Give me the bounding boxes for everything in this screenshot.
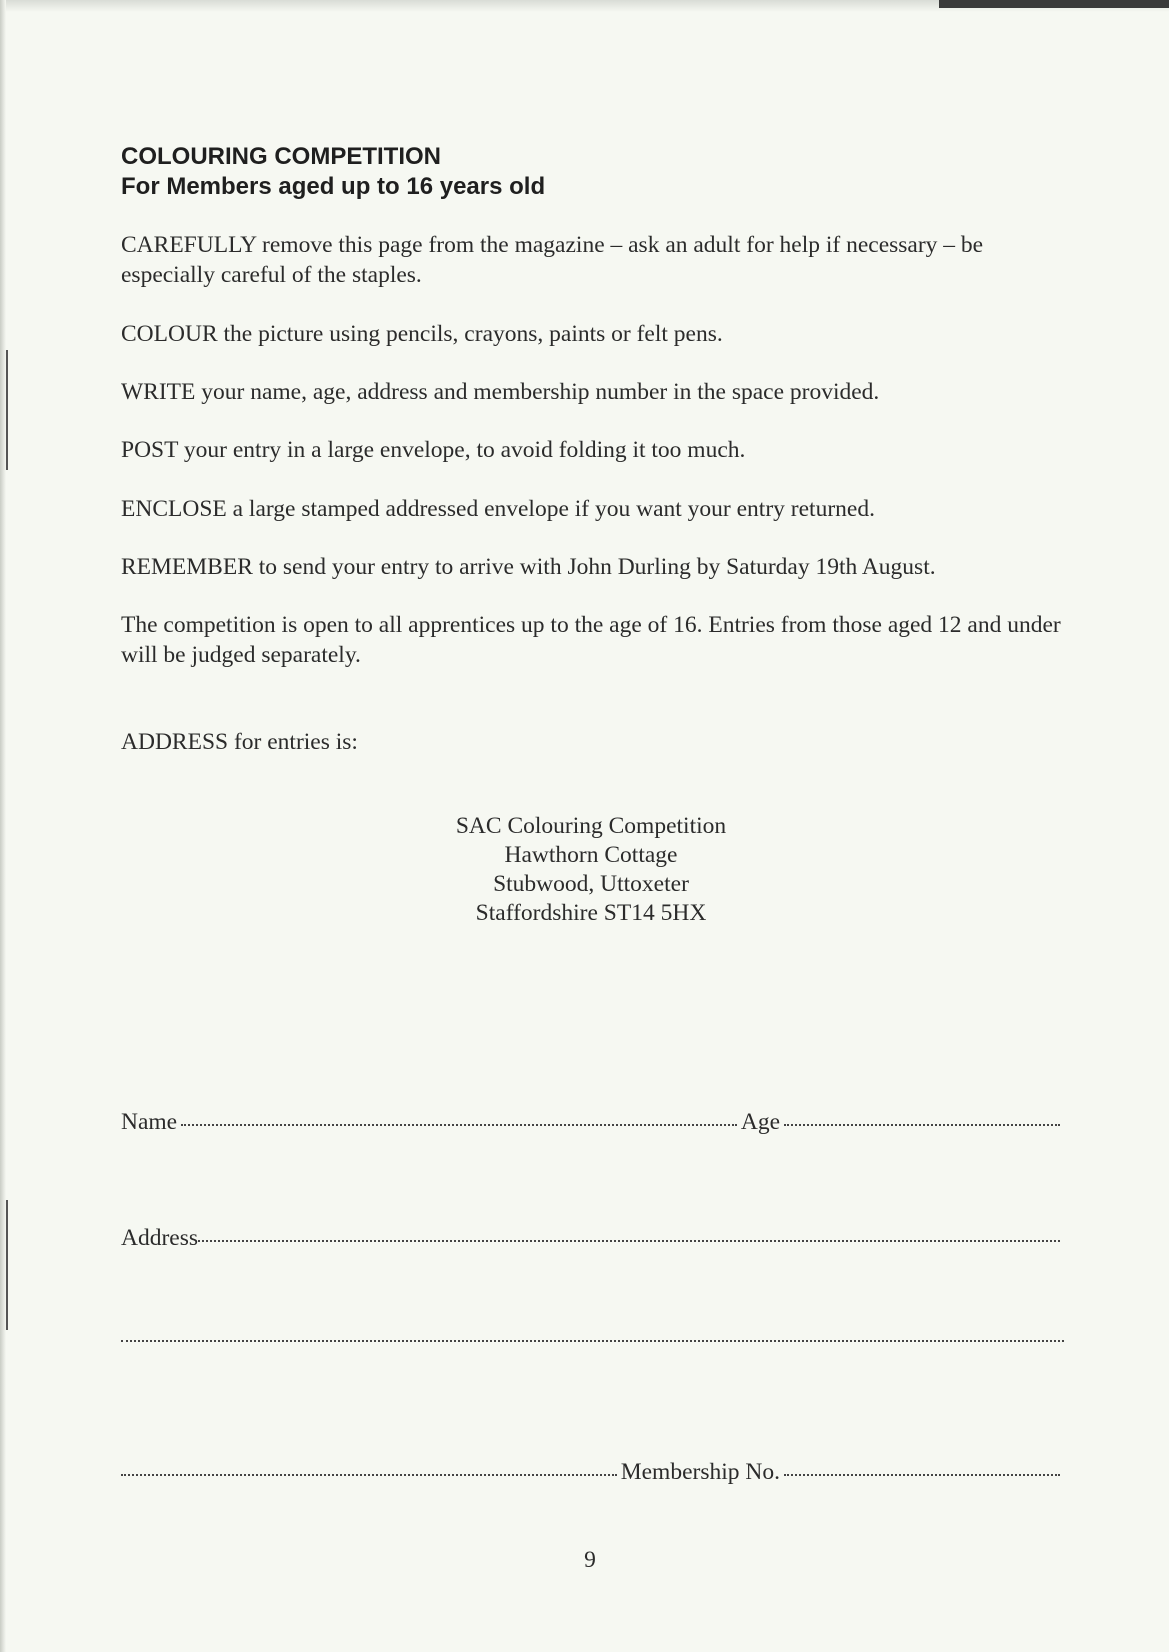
address-label: Address: [121, 1225, 199, 1251]
entry-address: [391, 812, 791, 928]
page-subtitle: For Members aged up to 16 years old: [121, 173, 546, 200]
name-label: Name: [121, 1109, 178, 1135]
address-line: SAC Colouring Competition: [455, 813, 727, 839]
instruction-carefully: CAREFULLY remove this page from the magazine – ask an adult for help if necessary – be especially careful of the staples.: [121, 232, 984, 288]
address-field-line1[interactable]: [198, 1240, 1060, 1242]
staple-mark: [6, 350, 8, 470]
page-title: COLOURING COMPETITION: [121, 143, 441, 170]
competition-eligibility: The competition is open to all apprentices up to the age of 16. Entries from those aged 12 and under will be judged separately.: [121, 612, 1061, 668]
address-row-2: [121, 1343, 1064, 1345]
membership-row: [121, 1459, 1064, 1486]
name-age-row: [121, 1109, 1064, 1136]
page-left-edge: [0, 0, 6, 1652]
page-top-shadow: [939, 0, 1169, 8]
page-number: 9: [584, 1547, 596, 1573]
instruction-remember: REMEMBER to send your entry to arrive with John Durling by Saturday 19th August.: [121, 554, 936, 580]
address-line: Staffordshire ST14 5HX: [475, 900, 707, 926]
address-intro: ADDRESS for entries is:: [121, 729, 358, 755]
instruction-colour: COLOUR the picture using pencils, crayons, paints or felt pens.: [121, 321, 723, 347]
instruction-write: WRITE your name, age, address and membership number in the space provided.: [121, 379, 880, 405]
membership-label: Membership No.: [620, 1459, 780, 1485]
membership-number-field[interactable]: [784, 1474, 1060, 1476]
address-field-line2[interactable]: [121, 1340, 1064, 1342]
instruction-post: POST your entry in a large envelope, to avoid folding it too much.: [121, 437, 746, 463]
age-field[interactable]: [784, 1124, 1060, 1126]
address-line: Stubwood, Uttoxeter: [493, 871, 689, 897]
staple-mark: [6, 1200, 8, 1330]
instruction-enclose: ENCLOSE a large stamped addressed envelope if you want your entry returned.: [121, 496, 875, 522]
address-field-line3[interactable]: [121, 1474, 617, 1476]
age-label: Age: [740, 1109, 780, 1135]
name-field[interactable]: [181, 1124, 737, 1126]
address-line: Hawthorn Cottage: [504, 842, 678, 868]
address-row: [121, 1225, 1064, 1252]
